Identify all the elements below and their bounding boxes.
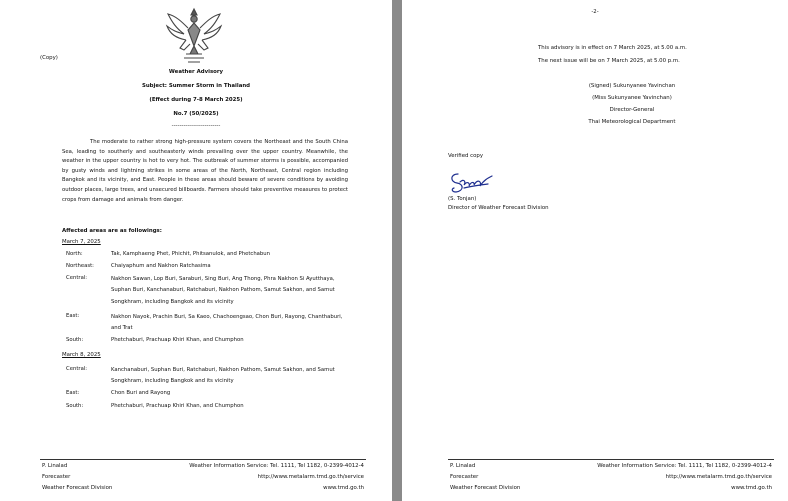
day2-region-east: East:: [66, 390, 80, 396]
affected-areas-heading: Affected areas are as followings:: [62, 228, 162, 234]
copy-label: (Copy): [40, 55, 58, 61]
document-subject: Subject: Summer Storm in Thailand: [141, 83, 251, 89]
page-number: -2-: [591, 9, 599, 15]
garuda-emblem-icon: [164, 6, 224, 64]
footer-url-main[interactable]: www.tmd.go.th: [323, 485, 364, 491]
footer-service: Weather Information Service: Tel. 1111, Tel 1182, 0-2399-4012-4: [597, 463, 772, 469]
document-effect-period: (Effect during 7-8 March 2025): [149, 97, 243, 103]
day2-date: March 8, 2025: [62, 352, 101, 358]
day1-areas-central: Nakhon Sawan, Lop Buri, Saraburi, Sing Buri, Ang Thong, Phra Nakhon Si Ayutthaya, Suphan Buri, Kanchanaburi, Ratchaburi, Nakhon Pathom, Samut Sakhon, and Samut Songkhram, including Bangkok and its vicinity: [111, 276, 335, 305]
document-title: Weather Advisory: [168, 69, 224, 75]
footer-url-main[interactable]: www.tmd.go.th: [731, 485, 772, 491]
day1-areas-east: Nakhon Nayok, Prachin Buri, Sa Kaeo, Chachoengsao, Chon Buri, Rayong, Chanthaburi, and Trat: [111, 314, 343, 332]
footer-service: Weather Information Service: Tel. 1111, Tel 1182, 0-2399-4012-4: [189, 463, 364, 469]
footer-forecaster-role: Forecaster: [42, 474, 71, 480]
footer-rule: [40, 459, 366, 460]
day1-areas-northeast: Chaiyaphum and Nakhon Ratchasima: [111, 263, 211, 269]
document-number: No.7 (50/2025): [173, 111, 219, 117]
footer-forecaster-name: P. Linalad: [42, 463, 68, 469]
advisory-paragraph: The moderate to rather strong high-pressure system covers the Northeast and the South China Sea, leading to southerly and southeasterly winds prevailing over the upper country. Meanwhile, the weather in the upper country is hot to very hot. The outbreak of summer storms is possible, accompanied by gusty winds and lightning strikes in some areas of the North, Northeast, Central region including Bangkok and its vicinity, and East. People in these areas should beware of severe conditions by avoiding outdoor places, large trees, and unsecured billboards. Farmers should take preventive measures to protect crops from damage and animals from danger.: [62, 139, 348, 203]
day1-region-northeast: Northeast:: [66, 263, 94, 269]
day2-areas-central: Kanchanaburi, Suphan Buri, Ratchaburi, Nakhon Pathom, Samut Sakhon, and Samut Songkhram, including Bangkok and its vicinity: [111, 367, 335, 385]
verified-copy-label: Verified copy: [448, 153, 484, 159]
day1-date: March 7, 2025: [62, 239, 101, 245]
signature-icon: [448, 168, 494, 196]
signatory-department: Thai Meteorological Department: [588, 119, 676, 125]
day1-region-north: North:: [66, 251, 83, 257]
day1-region-south: South:: [66, 337, 84, 343]
footer-url-service[interactable]: http://www.metalarm.tmd.go.th/service: [665, 474, 772, 480]
day2-region-south: South:: [66, 403, 84, 409]
day1-region-central: Central:: [66, 275, 88, 281]
signatory-name: (Miss Sukunyanee Yavinchan): [592, 95, 672, 101]
title-rule: -------------------------: [171, 123, 221, 129]
verifier-title: Director of Weather Forecast Division: [448, 205, 549, 211]
document-page-2: [402, 0, 788, 501]
document-page-1: [0, 0, 392, 501]
day2-region-central: Central:: [66, 366, 88, 372]
day2-areas-south: Phetchaburi, Prachuap Khiri Khan, and Chumphon: [111, 403, 244, 409]
footer-division: Weather Forecast Division: [42, 485, 113, 491]
footer-forecaster-role: Forecaster: [450, 474, 479, 480]
signatory-position: Director-General: [609, 107, 655, 113]
day1-region-east: East:: [66, 313, 80, 319]
next-issue-line: The next issue will be on 7 March 2025, at 5.00 p.m.: [538, 58, 680, 64]
footer-rule: [448, 459, 774, 460]
footer-division: Weather Forecast Division: [450, 485, 521, 491]
day1-areas-south: Phetchaburi, Prachuap Khiri Khan, and Chumphon: [111, 337, 244, 343]
footer-forecaster-name: P. Linalad: [450, 463, 476, 469]
day1-areas-north: Tak, Kamphaeng Phet, Phichit, Phitsanulok, and Phetchabun: [111, 251, 271, 257]
signed-line: (Signed) Sukunyanee Yavinchan: [588, 83, 676, 89]
effect-line: This advisory is in effect on 7 March 2025, at 5.00 a.m.: [538, 45, 687, 51]
day2-areas-east: Chon Buri and Rayong: [111, 390, 171, 396]
verifier-name: (S. Tonjan): [448, 196, 477, 202]
footer-url-service[interactable]: http://www.metalarm.tmd.go.th/service: [257, 474, 364, 480]
